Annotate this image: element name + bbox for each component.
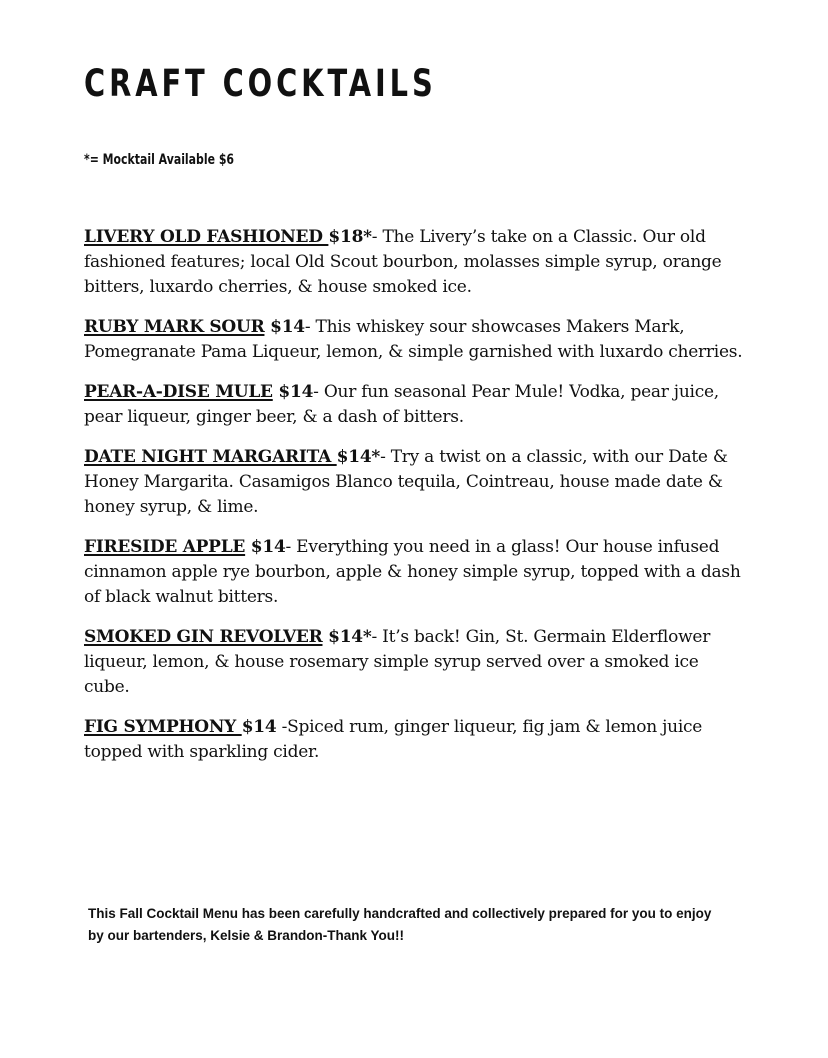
cocktail-list xyxy=(84,225,746,780)
cocktail-name: SMOKED GIN REVOLVER xyxy=(84,627,323,647)
cocktail-description: - This whiskey sour showcases Makers Mark, Pomegranate Pama Liqueur, lemon, & simple garnished with luxardo cherries. xyxy=(84,317,743,362)
cocktail-description: - Everything you need in a glass! Our house infused cinnamon apple rye bourbon, apple & honey simple syrup, topped with a dash of black walnut bitters. xyxy=(84,537,741,607)
cocktail-name: FIG SYMPHONY xyxy=(84,717,242,737)
cocktail-price: $14 xyxy=(264,317,305,337)
cocktail-item xyxy=(84,380,746,430)
cocktail-description: - Our fun seasonal Pear Mule! Vodka, pear juice, pear liqueur, ginger beer, & a dash of bitters. xyxy=(84,382,719,427)
footer-note: This Fall Cocktail Menu has been carefully handcrafted and collectively prepared for you to enjoy by our bartenders, Kelsie & Brandon-Thank You!! xyxy=(88,906,712,943)
cocktail-description: - Try a twist on a classic, with our Date & Honey Margarita. Casamigos Blanco tequila, Cointreau, house made date & honey syrup, & lime. xyxy=(84,447,728,517)
cocktail-description: -Spiced rum, ginger liqueur, fig jam & lemon juice topped with sparkling cider. xyxy=(84,717,703,762)
cocktail-description: - The Livery’s take on a Classic. Our old fashioned features; local Old Scout bourbon, molasses simple syrup, orange bitters, luxardo cherries, & house smoked ice. xyxy=(84,227,722,297)
cocktail-name: DATE NIGHT MARGARITA xyxy=(84,447,337,467)
cocktail-price: $14* xyxy=(322,627,372,647)
cocktail-name: FIRESIDE APPLE xyxy=(84,537,246,557)
cocktail-item xyxy=(84,445,746,520)
cocktail-name: RUBY MARK SOUR xyxy=(84,317,265,337)
cocktail-price: $14 xyxy=(245,537,286,557)
mocktail-note: *= Mocktail Available $6 xyxy=(84,152,235,168)
cocktail-price: $14* xyxy=(336,447,381,467)
cocktail-description: - It’s back! Gin, St. Germain Elderflower liqueur, lemon, & house rosemary simple syrup served over a smoked ice cube. xyxy=(84,627,711,697)
cocktail-name: PEAR-A-DISE MULE xyxy=(84,382,273,402)
cocktail-price: $18* xyxy=(328,227,372,247)
cocktail-item xyxy=(84,625,746,700)
cocktail-item xyxy=(84,225,746,300)
menu-title: CRAFT COCKTAILS xyxy=(84,62,437,105)
cocktail-item xyxy=(84,535,746,610)
cocktail-name: LIVERY OLD FASHIONED xyxy=(84,227,329,247)
cocktail-item xyxy=(84,315,746,365)
cocktail-price: $14 xyxy=(241,717,277,737)
cocktail-item xyxy=(84,715,746,765)
cocktail-price: $14 xyxy=(272,382,314,402)
